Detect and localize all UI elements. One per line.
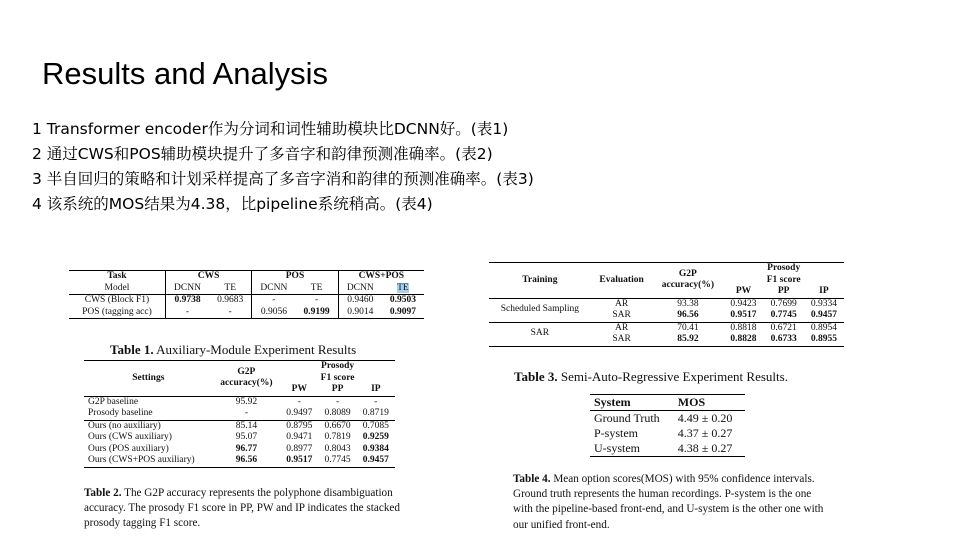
t1-sub-cell: DCNN [174,282,201,293]
bullet-3: 3 半自回归的策略和计划采样提高了多音字消和韵律的预测准确率。(表3) [32,170,534,188]
t2-prosody-label: Prosody [321,361,355,371]
table-3-caption [514,369,788,385]
t1-cell: - [295,295,338,307]
caption-text: Mean option scores(MOS) with 95% confidence intervals. Ground truth represents the human recordings. P-system is the one with the pipeline-based front-end, and U-system is the other one with our unified front-end. [513,473,824,531]
t2-g2p-label-2: accuracy(%) [220,378,273,389]
t3-g2p-label-2: accuracy(%) [661,280,715,291]
t2-g2p-label: G2P [237,366,256,377]
t1-cell: - [209,307,252,319]
t2-cell: 0.9384 [362,443,389,454]
t2-prosody-header [280,361,395,385]
t3-g2p-header [652,263,723,299]
t2-row-label: Ours (no auxiliary) [88,420,161,431]
t2-cell: - [244,408,248,418]
t3-evaluation-header: Evaluation [599,274,644,285]
t2-cell: 85.14 [235,420,258,431]
t3-prosody-label: Prosody [767,263,801,273]
t1-sub-cell-highlighted [382,283,424,295]
t3-cell: SAR [612,310,631,320]
t1-cell: 0.9056 [260,306,287,317]
t1-pos-header: POS [252,271,338,283]
t3-cell: 0.9457 [810,310,837,320]
caption-label: Table 3. [514,369,558,384]
caption-text: Auxiliary-Module Experiment Results [153,342,357,357]
t3-cell: 0.7699 [770,298,797,309]
t1-sub-cell: TE [295,283,338,295]
t2-ip-header: IP [371,384,381,394]
t2-cell: 0.7745 [324,455,351,465]
t4-row-label: Ground Truth [594,411,660,425]
t3-pw-header: PW [735,286,752,296]
t2-cell: 0.9497 [286,408,313,418]
t4-mos-header: MOS [677,395,706,409]
caption-text: The G2P accuracy represents the polyphone disambiguation accuracy. The prosody F1 score in PP, PW and IP indicates the stacked prosody tagging F1 score. [84,487,400,530]
caption-label: Table 4. [513,473,551,485]
t3-cell: 0.8954 [810,322,837,333]
caption-text: Semi-Auto-Regressive Experiment Results. [557,369,788,384]
t3-g2p-label: G2P [678,268,697,279]
t1-cell: 0.9503 [389,295,416,305]
t3-cell: 0.9334 [810,298,837,309]
t3-cell: 0.7745 [770,310,797,320]
t2-cell: 0.7819 [324,432,351,442]
t1-sub-cell: DCNN [260,282,288,293]
t2-row-label: Prosody baseline [88,408,153,418]
t3-cell: 0.8818 [730,322,757,333]
t2-g2p-header [213,361,281,397]
t3-cell: SAR [612,334,631,344]
t1-sub-cell: DCNN [346,282,374,293]
table-4 [590,394,745,457]
t1-row-label: POS (tagging acc) [69,307,165,319]
t1-cell: 0.9097 [389,306,416,317]
t3-prosody-label-2: F1 score [766,274,801,285]
t3-cell: 96.56 [677,310,699,320]
caption-label: Table 1. [110,342,154,357]
bullet-2: 2 通过CWS和POS辅助模块提升了多音字和韵律预测准确率。(表2) [32,145,493,163]
table-2 [84,360,395,468]
bullet-4: 4 该系统的MOS结果为4.38，比pipeline系统稍高。(表4) [32,195,433,213]
table-1-caption [110,342,356,358]
t3-ip-header: IP [819,286,829,296]
t1-cell: - [185,306,190,317]
t4-cell: 4.37 ± 0.27 [677,426,733,440]
t2-cell: 95.07 [235,432,258,442]
t1-cell: 0.9683 [209,295,252,307]
t4-system-header: System [594,395,631,409]
caption-label: Table 2. [84,487,122,499]
t4-row-label: U-system [594,441,640,455]
t2-cell: 0.6670 [324,420,351,431]
t2-cell: 95.92 [235,396,258,407]
table-2-caption [84,486,400,532]
t2-prosody-label-2: F1 score [320,372,355,383]
t2-row-label: G2P baseline [88,396,139,407]
t2-pw-header: PW [291,384,307,394]
t2-cell: 0.9471 [286,432,313,442]
t4-cell: 4.49 ± 0.20 [677,411,733,425]
t3-cell: 70.41 [677,322,699,333]
t1-row-label: CWS (Block F1) [69,295,165,307]
t2-cell: - [297,396,301,407]
t2-cell: 96.77 [235,443,258,454]
t3-cell: 0.6721 [770,322,797,333]
t3-cell: 0.9423 [730,298,757,309]
t2-cell: 0.9457 [362,455,389,465]
bullet-1: 1 Transformer encoder作为分词和词性辅助模块比DCNN好。(表1) [32,120,509,138]
t3-prosody-header [723,263,844,287]
t1-cell: 0.9460 [347,295,374,305]
t2-cell: - [335,396,340,407]
t3-training-header: Training [522,274,558,285]
bullet-list [32,117,534,217]
t2-cell: - [374,396,378,407]
t2-settings-header: Settings [132,372,165,383]
t3-training-label: Scheduled Sampling [500,304,580,315]
t2-cell: 0.8719 [362,408,389,418]
table-4-caption [513,472,831,533]
t3-cell: 0.6733 [770,334,797,344]
table-1 [69,270,424,319]
t1-cell: 0.9014 [347,306,374,317]
t1-highlight: TE [397,282,409,293]
t3-cell: 85.92 [677,334,699,344]
slide-title: Results and Analysis [42,56,329,91]
t4-row-label: P-system [594,426,639,440]
t1-cell: 0.9738 [174,295,201,305]
t3-cell: 93.38 [677,298,699,309]
table-3 [489,262,844,347]
t1-cell: 0.9199 [295,307,338,319]
t3-cell: 0.8955 [810,334,837,344]
t3-cell: AR [614,322,629,333]
t2-cell: 0.8977 [286,443,313,454]
t2-cell: 0.7085 [362,420,389,431]
t1-cell: - [272,295,276,305]
t3-cell: 0.8828 [730,334,757,344]
t1-sub-cell: TE [209,283,252,295]
t2-cell: 0.8089 [324,408,351,418]
t4-cell: 4.38 ± 0.27 [677,441,733,455]
t2-pp-header: PP [331,384,344,394]
t3-cell: 0.9517 [730,310,757,320]
t2-row-label: Ours (CWS auxiliary) [88,432,172,442]
t3-training-label: SAR [530,328,550,339]
t1-task-header: Task [69,271,165,283]
t2-cell: 0.8043 [324,443,351,454]
t1-model-label: Model [69,283,165,295]
t2-cell: 0.9517 [286,455,313,465]
t2-row-label: Ours (POS auxiliary) [88,443,169,454]
t3-cell: AR [614,298,629,309]
t3-pp-header: PP [777,286,790,296]
t2-cell: 0.8795 [286,420,313,431]
t1-cwspos-header: CWS+POS [358,271,405,281]
t2-row-label: Ours (CWS+POS auxiliary) [88,455,195,465]
t2-cell: 0.9259 [362,432,389,442]
t2-cell: 96.56 [235,455,258,465]
t1-cws-header: CWS [165,271,251,283]
